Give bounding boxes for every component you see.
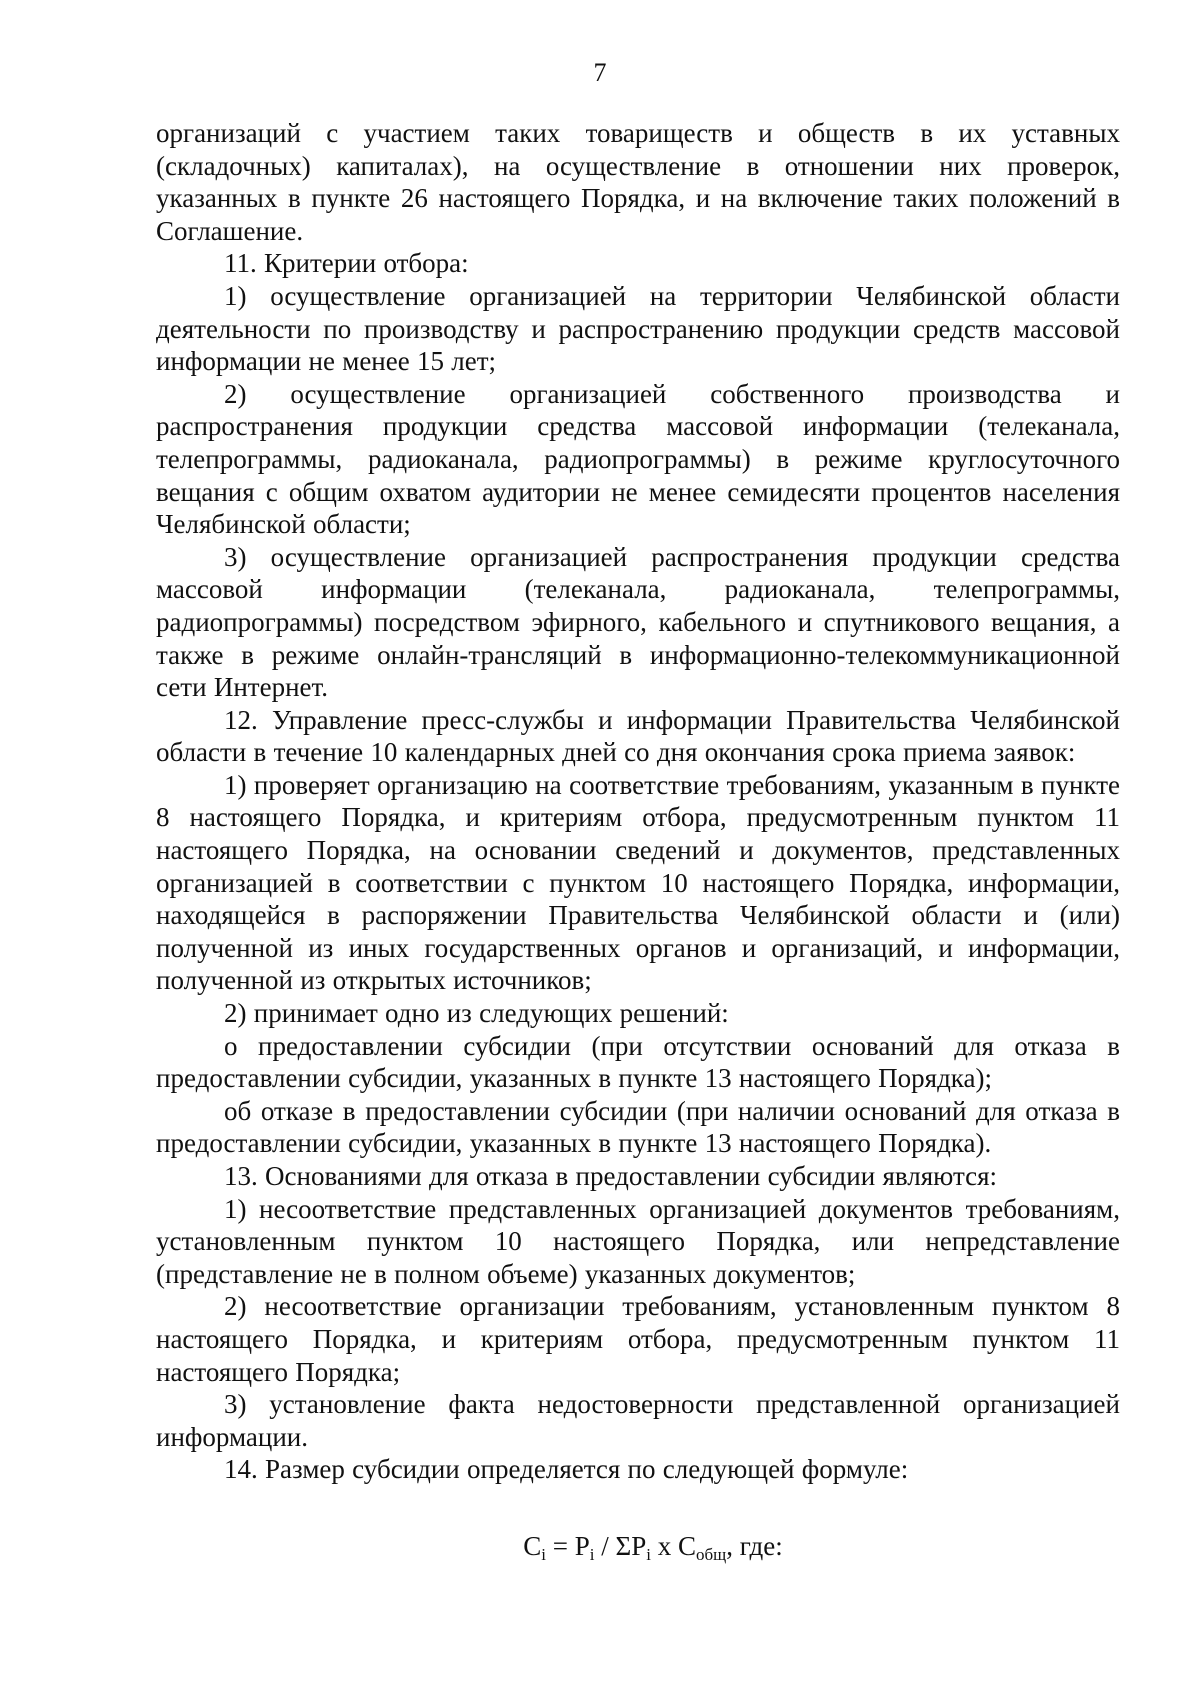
paragraph-review-heading: 12. Управление пресс-службы и информации Правительства Челябинской области в течение 10 календарных дней со дня окончания срока приема заявок:	[156, 704, 1120, 768]
paragraph-criteria-heading: 11. Критерии отбора:	[224, 248, 469, 279]
formula-p2-sub: i	[646, 1544, 651, 1564]
paragraph-criteria-1: 1) осуществление организацией на территории Челябинской области деятельности по производству и распространению продукции средств массовой информации не менее 15 лет;	[156, 280, 1120, 377]
subsidy-formula	[156, 1530, 1120, 1562]
paragraph-decision-grant: о предоставлении субсидии (при отсутствии оснований для отказа в предоставлении субсидии, указанных в пункте 13 настоящего Порядка);	[156, 1030, 1120, 1094]
formula-tail: , где:	[726, 1530, 783, 1561]
formula-c-sub: i	[541, 1544, 547, 1564]
paragraph-criteria-2: 2) осуществление организацией собственного производства и распространения продукции средства массовой информации (телеканала, телепрограммы, радиоканала, радиопрограммы) в режиме круглосуточного вещания с общим охватом аудитории не менее семидесяти процентов населения Челябинской области;	[156, 378, 1120, 540]
formula-total-sub: общ	[696, 1544, 727, 1564]
paragraph-decision-refuse: об отказе в предоставлении субсидии (при наличии оснований для отказа в предоставлении субсидии, указанных в пункте 13 настоящего Порядка).	[156, 1095, 1120, 1159]
paragraph-review-1: 1) проверяет организацию на соответствие требованиям, указанным в пункте 8 настоящего Порядка, и критериям отбора, предусмотренным пунктом 11 настоящего Порядка, на основании сведений и документов, представленных организацией в соответствии с пунктом 10 настоящего Порядка, информации, находящейся в распоряжении Правительства Челябинской области и (или) полученной из иных государственных органов и организаций, и информации, полученной из открытых источников;	[156, 769, 1120, 996]
formula-div: / ΣP	[594, 1530, 647, 1561]
formula-c: C	[523, 1530, 542, 1561]
paragraph-refusal-3: 3) установление факта недостоверности представленной организацией информации.	[156, 1389, 1120, 1452]
formula-times: x C	[651, 1530, 697, 1561]
formula-eq: =	[546, 1530, 575, 1561]
paragraph-formula-heading: 14. Размер субсидии определяется по следующей формуле:	[224, 1454, 909, 1485]
formula-p1: P	[574, 1530, 590, 1561]
paragraph-criteria-3: 3) осуществление организацией распространения продукции средства массовой информации (телеканала, радиоканала, телепрограммы, радиопрограммы) посредством эфирного, кабельного и спутникового вещания, а также в режиме онлайн-трансляций в информационно-телекоммуникационной сети Интернет.	[156, 541, 1120, 703]
paragraph-refusal-heading: 13. Основаниями для отказа в предоставлении субсидии являются:	[224, 1161, 998, 1191]
formula-p1-sub: i	[589, 1544, 595, 1564]
paragraph-review-2: 2) принимает одно из следующих решений:	[224, 998, 729, 1029]
page-number: 7	[593, 58, 607, 87]
paragraph-refusal-2: 2) несоответствие организации требованиям, установленным пунктом 8 настоящего Порядка, и критериям отбора, предусмотренным пунктом 11 настоящего Порядка;	[156, 1291, 1120, 1387]
paragraph-continuation: организаций с участием таких товариществ и обществ в их уставных (складочных) капиталах), на осуществление в отношении них проверок, указанных в пункте 26 настоящего Порядка, и на включение таких положений в Соглашение.	[156, 118, 1120, 246]
document-body	[156, 117, 1120, 1562]
paragraph-refusal-1: 1) несоответствие представленных организацией документов требованиям, установленным пунктом 10 настоящего Порядка, или непредставление (представление не в полном объеме) указанных документов;	[156, 1193, 1120, 1289]
